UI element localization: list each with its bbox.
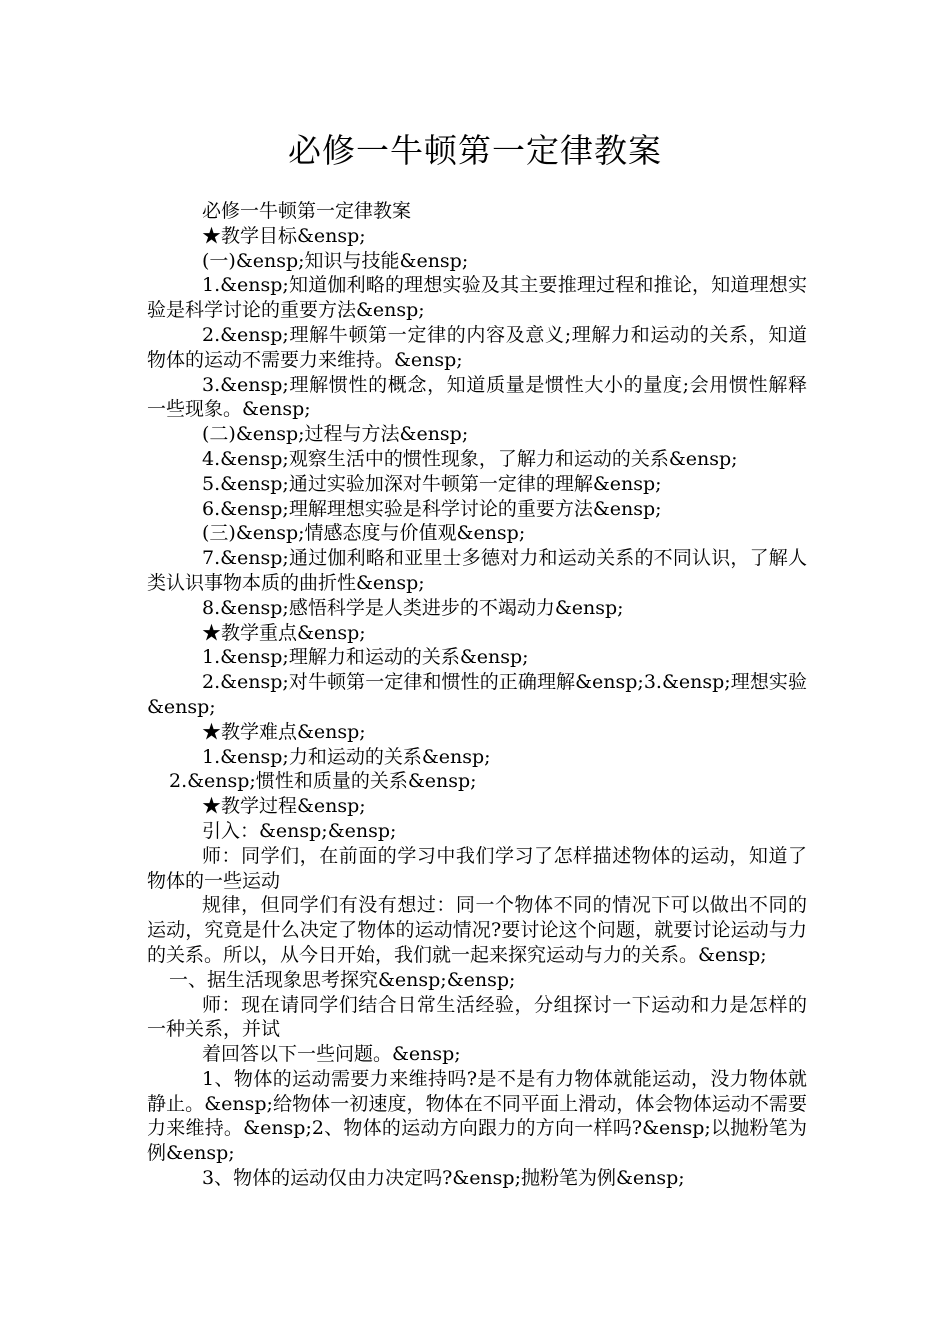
paragraph: 5.&ensp;通过实验加深对牛顿第一定律的理解&ensp; — [202, 472, 662, 495]
paragraph: (二)&ensp;过程与方法&ensp; — [202, 423, 469, 446]
paragraph: 着回答以下一些问题。&ensp; — [202, 1043, 461, 1066]
paragraph: ★教学难点&ensp; — [202, 720, 366, 743]
paragraph: 6.&ensp;理解理想实验是科学讨论的重要方法&ensp; — [202, 497, 662, 520]
paragraph: 规律，但同学们有没有想过：同一个物体不同的情况下可以做出不同的运动，究竟是什么决定了物体的运动情况?要讨论这个问题，就要讨论运动与力的关系。所以，从今日开始，我们就一起来探究运动与力的关系。&ensp; — [147, 894, 807, 966]
paragraph: 2.&ensp;对牛顿第一定律和惯性的正确理解&ensp;3.&ensp;理想实验&ensp; — [147, 671, 807, 718]
paragraph: (三)&ensp;情感态度与价值观&ensp; — [202, 522, 526, 545]
paragraph: 1.&ensp;理解力和运动的关系&ensp; — [202, 646, 529, 669]
paragraph: 3.&ensp;理解惯性的概念，知道质量是惯性大小的量度;会用惯性解释一些现象。&ensp; — [147, 373, 807, 421]
paragraph: 8.&ensp;感悟科学是人类进步的不竭动力&ensp; — [202, 596, 624, 619]
paragraph: (一)&ensp;知识与技能&ensp; — [202, 249, 469, 272]
paragraph: 必修一牛顿第一定律教案 — [202, 200, 412, 222]
paragraph: 师：现在请同学们结合日常生活经验，分组探讨一下运动和力是怎样的一种关系，并试 — [147, 993, 807, 1041]
paragraph: ★教学过程&ensp; — [202, 795, 366, 818]
paragraph: ★教学重点&ensp; — [202, 621, 366, 644]
document-body — [147, 199, 807, 1191]
paragraph: 一、据生活现象思考探究&ensp;&ensp; — [169, 968, 516, 991]
paragraph: 3、物体的运动仅由力决定吗?&ensp;抛粉笔为例&ensp; — [202, 1167, 685, 1190]
paragraph: 2.&ensp;理解牛顿第一定律的内容及意义;理解力和运动的关系，知道物体的运动不需要力来维持。&ensp; — [147, 323, 807, 371]
paragraph: ★教学目标&ensp; — [202, 224, 366, 247]
paragraph: 1.&ensp;知道伽利略的理想实验及其主要推理过程和推论，知道理想实验是科学讨论的重要方法&ensp; — [147, 274, 807, 322]
paragraph: 1.&ensp;力和运动的关系&ensp; — [202, 745, 491, 768]
paragraph: 7.&ensp;通过伽利略和亚里士多德对力和运动关系的不同认识，了解人类认识事物本质的曲折性&ensp; — [147, 547, 807, 594]
paragraph: 4.&ensp;观察生活中的惯性现象，了解力和运动的关系&ensp; — [202, 447, 738, 470]
paragraph: 2.&ensp;惯性和质量的关系&ensp; — [169, 770, 477, 793]
paragraph: 引入：&ensp;&ensp; — [202, 819, 397, 842]
document-title: 必修一牛顿第一定律教案 — [288, 131, 662, 170]
paragraph: 师：同学们，在前面的学习中我们学习了怎样描述物体的运动，知道了物体的一些运动 — [147, 844, 807, 892]
paragraph: 1、物体的运动需要力来维持吗?是不是有力物体就能运动，没力物体就静止。&ensp;给物体一初速度，物体在不同平面上滑动，体会物体运动不需要力来维持。&ensp;2、物体的运动方向跟力的方向一样吗?&ensp;以抛粉笔为例&ensp; — [147, 1067, 807, 1165]
